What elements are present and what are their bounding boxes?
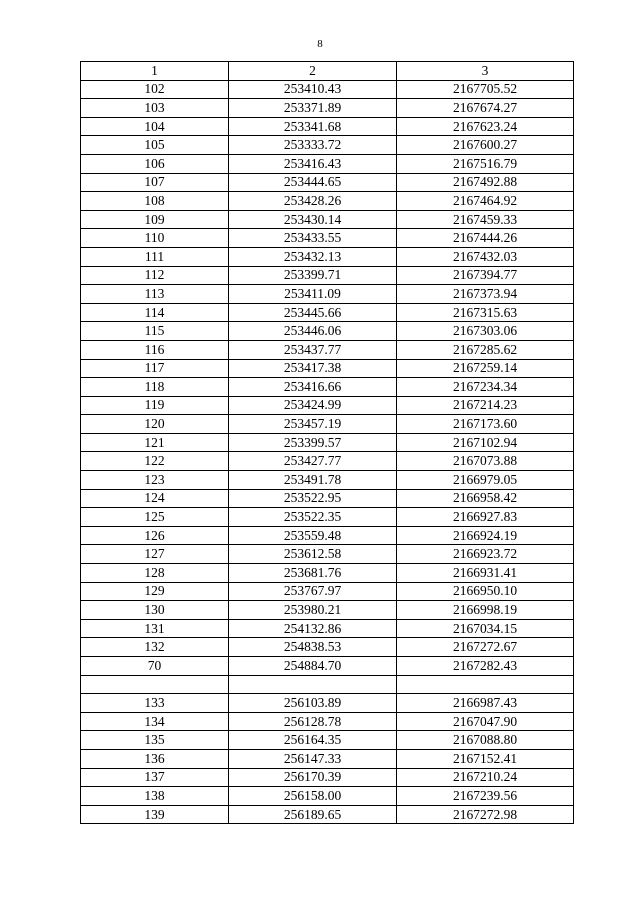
x-coordinate-cell: 253767.97 bbox=[229, 582, 397, 601]
header-col-3: 3 bbox=[397, 62, 574, 81]
point-number-cell: 128 bbox=[81, 564, 229, 583]
x-coordinate-cell: 253457.19 bbox=[229, 415, 397, 434]
y-coordinate-cell: 2166987.43 bbox=[397, 694, 574, 713]
table-row bbox=[81, 247, 574, 266]
x-coordinate-cell: 253416.43 bbox=[229, 154, 397, 173]
point-number-cell: 115 bbox=[81, 322, 229, 341]
y-coordinate-cell: 2167516.79 bbox=[397, 154, 574, 173]
y-coordinate-cell: 2167674.27 bbox=[397, 99, 574, 118]
y-coordinate-cell: 2166924.19 bbox=[397, 526, 574, 545]
y-coordinate-cell: 2167034.15 bbox=[397, 619, 574, 638]
point-number-cell: 118 bbox=[81, 378, 229, 397]
x-coordinate-cell: 253522.95 bbox=[229, 489, 397, 508]
table-row bbox=[81, 619, 574, 638]
point-number-cell: 126 bbox=[81, 526, 229, 545]
table-row bbox=[81, 805, 574, 824]
table-row bbox=[81, 154, 574, 173]
header-col-2: 2 bbox=[229, 62, 397, 81]
x-coordinate-cell: 253341.68 bbox=[229, 117, 397, 136]
point-number-cell: 106 bbox=[81, 154, 229, 173]
y-coordinate-cell: 2166998.19 bbox=[397, 601, 574, 620]
point-number-cell: 105 bbox=[81, 136, 229, 155]
y-coordinate-cell: 2167303.06 bbox=[397, 322, 574, 341]
x-coordinate-cell: 253445.66 bbox=[229, 303, 397, 322]
y-coordinate-cell: 2167444.26 bbox=[397, 229, 574, 248]
y-coordinate-cell: 2167285.62 bbox=[397, 340, 574, 359]
point-number-cell: 127 bbox=[81, 545, 229, 564]
point-number-cell: 138 bbox=[81, 787, 229, 806]
y-coordinate-cell: 2166958.42 bbox=[397, 489, 574, 508]
y-coordinate-cell: 2167373.94 bbox=[397, 285, 574, 304]
point-number-cell: 119 bbox=[81, 396, 229, 415]
x-coordinate-cell: 253491.78 bbox=[229, 471, 397, 490]
point-number-cell: 130 bbox=[81, 601, 229, 620]
x-coordinate-cell: 253417.38 bbox=[229, 359, 397, 378]
table-row bbox=[81, 749, 574, 768]
point-number-cell bbox=[81, 675, 229, 694]
table-row bbox=[81, 471, 574, 490]
x-coordinate-cell: 253612.58 bbox=[229, 545, 397, 564]
y-coordinate-cell: 2167282.43 bbox=[397, 657, 574, 676]
point-number-cell: 132 bbox=[81, 638, 229, 657]
x-coordinate-cell: 253559.48 bbox=[229, 526, 397, 545]
x-coordinate-cell: 253444.65 bbox=[229, 173, 397, 192]
table-row bbox=[81, 396, 574, 415]
x-coordinate-cell: 254884.70 bbox=[229, 657, 397, 676]
table-row bbox=[81, 508, 574, 527]
table-row bbox=[81, 99, 574, 118]
table-row bbox=[81, 378, 574, 397]
point-number-cell: 110 bbox=[81, 229, 229, 248]
y-coordinate-cell: 2167464.92 bbox=[397, 192, 574, 211]
table-row bbox=[81, 173, 574, 192]
point-number-cell: 109 bbox=[81, 210, 229, 229]
point-number-cell: 117 bbox=[81, 359, 229, 378]
x-coordinate-cell: 253446.06 bbox=[229, 322, 397, 341]
x-coordinate-cell: 253430.14 bbox=[229, 210, 397, 229]
point-number-cell: 125 bbox=[81, 508, 229, 527]
page-number: 8 bbox=[317, 38, 323, 50]
x-coordinate-cell: 253427.77 bbox=[229, 452, 397, 471]
point-number-cell: 133 bbox=[81, 694, 229, 713]
y-coordinate-cell: 2166979.05 bbox=[397, 471, 574, 490]
table-row bbox=[81, 192, 574, 211]
x-coordinate-cell bbox=[229, 675, 397, 694]
x-coordinate-cell: 254838.53 bbox=[229, 638, 397, 657]
y-coordinate-cell: 2167210.24 bbox=[397, 768, 574, 787]
point-number-cell: 112 bbox=[81, 266, 229, 285]
point-number-cell: 134 bbox=[81, 712, 229, 731]
x-coordinate-cell: 253333.72 bbox=[229, 136, 397, 155]
x-coordinate-cell: 256147.33 bbox=[229, 749, 397, 768]
table-row bbox=[81, 489, 574, 508]
x-coordinate-cell: 256170.39 bbox=[229, 768, 397, 787]
point-number-cell: 136 bbox=[81, 749, 229, 768]
point-number-cell: 114 bbox=[81, 303, 229, 322]
table-row bbox=[81, 303, 574, 322]
x-coordinate-cell: 253522.35 bbox=[229, 508, 397, 527]
y-coordinate-cell: 2167234.34 bbox=[397, 378, 574, 397]
table-row bbox=[81, 731, 574, 750]
y-coordinate-cell: 2166950.10 bbox=[397, 582, 574, 601]
x-coordinate-cell: 254132.86 bbox=[229, 619, 397, 638]
point-number-cell: 135 bbox=[81, 731, 229, 750]
x-coordinate-cell: 253399.71 bbox=[229, 266, 397, 285]
x-coordinate-cell: 253428.26 bbox=[229, 192, 397, 211]
y-coordinate-cell: 2167459.33 bbox=[397, 210, 574, 229]
table-row bbox=[81, 117, 574, 136]
table-row bbox=[81, 675, 574, 694]
y-coordinate-cell bbox=[397, 675, 574, 694]
point-number-cell: 129 bbox=[81, 582, 229, 601]
table-row bbox=[81, 564, 574, 583]
x-coordinate-cell: 253432.13 bbox=[229, 247, 397, 266]
point-number-cell: 122 bbox=[81, 452, 229, 471]
table-row bbox=[81, 545, 574, 564]
x-coordinate-cell: 253433.55 bbox=[229, 229, 397, 248]
point-number-cell: 121 bbox=[81, 433, 229, 452]
y-coordinate-cell: 2166923.72 bbox=[397, 545, 574, 564]
y-coordinate-cell: 2166931.41 bbox=[397, 564, 574, 583]
table-row bbox=[81, 285, 574, 304]
point-number-cell: 107 bbox=[81, 173, 229, 192]
x-coordinate-cell: 256103.89 bbox=[229, 694, 397, 713]
table-row bbox=[81, 229, 574, 248]
y-coordinate-cell: 2167272.98 bbox=[397, 805, 574, 824]
point-number-cell: 120 bbox=[81, 415, 229, 434]
x-coordinate-cell: 253437.77 bbox=[229, 340, 397, 359]
y-coordinate-cell: 2167152.41 bbox=[397, 749, 574, 768]
table-row bbox=[81, 526, 574, 545]
x-coordinate-cell: 256158.00 bbox=[229, 787, 397, 806]
header-col-1: 1 bbox=[81, 62, 229, 81]
x-coordinate-cell: 253371.89 bbox=[229, 99, 397, 118]
table-row bbox=[81, 768, 574, 787]
table-row bbox=[81, 787, 574, 806]
point-number-cell: 123 bbox=[81, 471, 229, 490]
table-row bbox=[81, 452, 574, 471]
table-row bbox=[81, 712, 574, 731]
y-coordinate-cell: 2167102.94 bbox=[397, 433, 574, 452]
header-row bbox=[81, 62, 574, 81]
y-coordinate-cell: 2167394.77 bbox=[397, 266, 574, 285]
table-row bbox=[81, 638, 574, 657]
point-number-cell: 104 bbox=[81, 117, 229, 136]
y-coordinate-cell: 2166927.83 bbox=[397, 508, 574, 527]
y-coordinate-cell: 2167214.23 bbox=[397, 396, 574, 415]
point-number-cell: 102 bbox=[81, 80, 229, 99]
y-coordinate-cell: 2167600.27 bbox=[397, 136, 574, 155]
point-number-cell: 137 bbox=[81, 768, 229, 787]
table-row bbox=[81, 415, 574, 434]
table-row bbox=[81, 359, 574, 378]
table-row bbox=[81, 340, 574, 359]
x-coordinate-cell: 253399.57 bbox=[229, 433, 397, 452]
y-coordinate-cell: 2167239.56 bbox=[397, 787, 574, 806]
x-coordinate-cell: 256189.65 bbox=[229, 805, 397, 824]
point-number-cell: 116 bbox=[81, 340, 229, 359]
table-row bbox=[81, 136, 574, 155]
y-coordinate-cell: 2167088.80 bbox=[397, 731, 574, 750]
y-coordinate-cell: 2167073.88 bbox=[397, 452, 574, 471]
x-coordinate-cell: 253681.76 bbox=[229, 564, 397, 583]
table-row bbox=[81, 582, 574, 601]
table-row bbox=[81, 266, 574, 285]
x-coordinate-cell: 256164.35 bbox=[229, 731, 397, 750]
table-row bbox=[81, 601, 574, 620]
point-number-cell: 103 bbox=[81, 99, 229, 118]
x-coordinate-cell: 253411.09 bbox=[229, 285, 397, 304]
table-row bbox=[81, 80, 574, 99]
point-number-cell: 108 bbox=[81, 192, 229, 211]
point-number-cell: 70 bbox=[81, 657, 229, 676]
table-body bbox=[81, 80, 574, 824]
point-number-cell: 113 bbox=[81, 285, 229, 304]
coordinates-table bbox=[80, 61, 574, 824]
table-row bbox=[81, 694, 574, 713]
table-row bbox=[81, 657, 574, 676]
y-coordinate-cell: 2167705.52 bbox=[397, 80, 574, 99]
table-header bbox=[81, 62, 574, 81]
y-coordinate-cell: 2167432.03 bbox=[397, 247, 574, 266]
point-number-cell: 111 bbox=[81, 247, 229, 266]
table-row bbox=[81, 322, 574, 341]
y-coordinate-cell: 2167315.63 bbox=[397, 303, 574, 322]
point-number-cell: 131 bbox=[81, 619, 229, 638]
point-number-cell: 139 bbox=[81, 805, 229, 824]
x-coordinate-cell: 253980.21 bbox=[229, 601, 397, 620]
y-coordinate-cell: 2167259.14 bbox=[397, 359, 574, 378]
table-row bbox=[81, 433, 574, 452]
y-coordinate-cell: 2167272.67 bbox=[397, 638, 574, 657]
table-row bbox=[81, 210, 574, 229]
y-coordinate-cell: 2167173.60 bbox=[397, 415, 574, 434]
x-coordinate-cell: 253410.43 bbox=[229, 80, 397, 99]
y-coordinate-cell: 2167492.88 bbox=[397, 173, 574, 192]
x-coordinate-cell: 253416.66 bbox=[229, 378, 397, 397]
x-coordinate-cell: 253424.99 bbox=[229, 396, 397, 415]
y-coordinate-cell: 2167623.24 bbox=[397, 117, 574, 136]
point-number-cell: 124 bbox=[81, 489, 229, 508]
x-coordinate-cell: 256128.78 bbox=[229, 712, 397, 731]
y-coordinate-cell: 2167047.90 bbox=[397, 712, 574, 731]
